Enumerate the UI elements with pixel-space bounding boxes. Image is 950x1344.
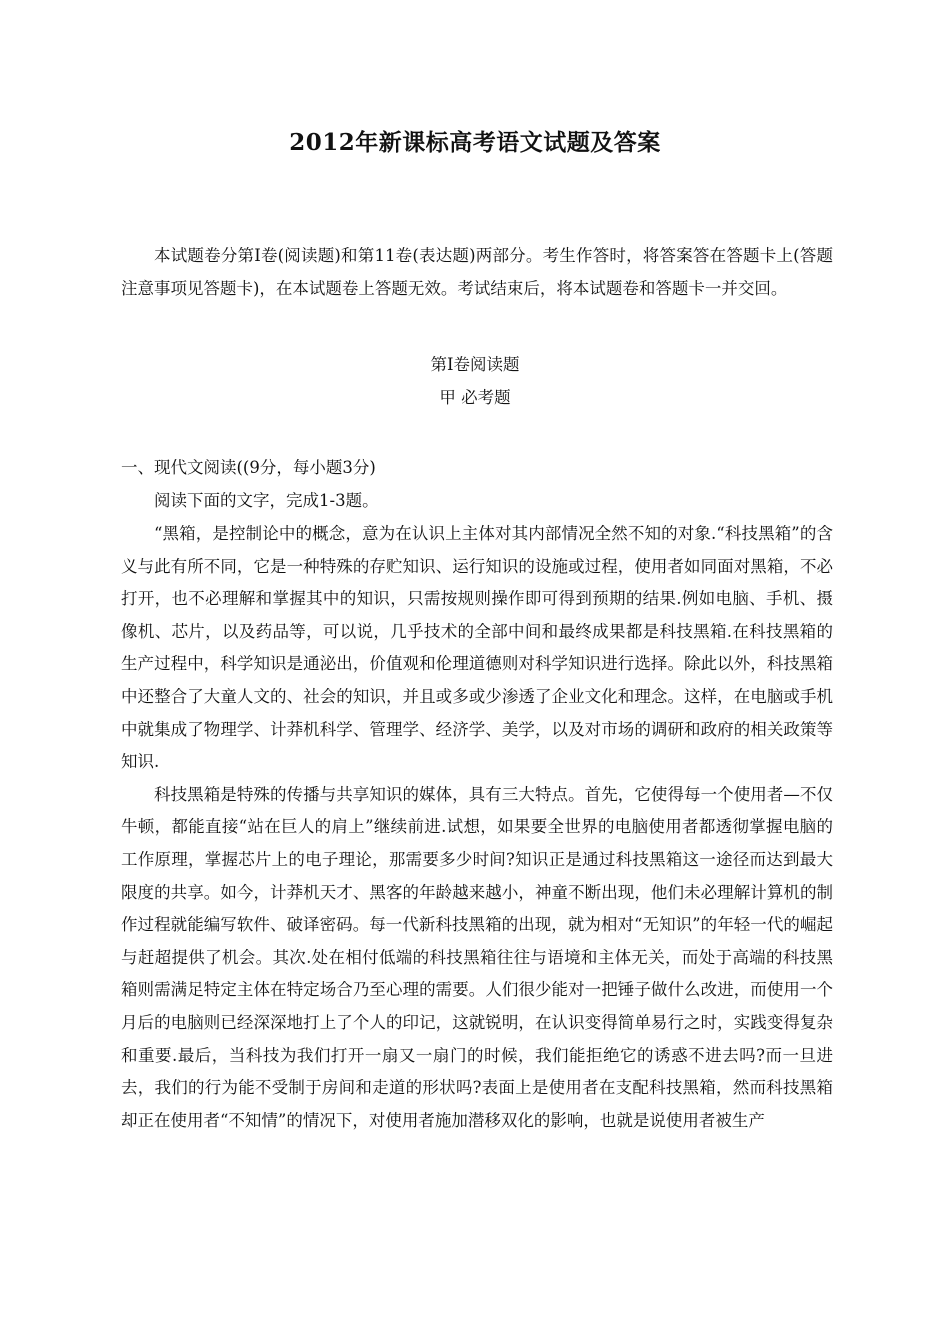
reading-passage (121, 518, 833, 1137)
reading-instruction: 阅读下面的文字，完成1-3题。 (154, 490, 379, 510)
passage-paragraph-2: 科技黑箱是特殊的传播与共享知识的媒体，具有三大特点。首先，它使得每一个使用者—不仅牛顿，都能直接“站在巨人的肩上”继续前进.试想，如果要全世界的电脑使用者都透彻掌握电脑的工作原理，掌握芯片上的电子理论，那需要多少时间?知识正是通过科技黑箱这一途径而达到最大限度的共享。如今，计莽机天才、黑客的年龄越来越小，神童不断出现，他们未必理解计算机的制作过程就能编写软件、破译密码。每一代新科技黑箱的出现，就为相对“无知识”的年轻一代的崛起与赶超提供了机会。其次.处在相付低端的科技黑箱往往与语境和主体无关，而处于高端的科技黑箱则需满足特定主体在特定场合乃至心理的需要。人们很少能对一把锤子做什么改进，而使用一个月后的电脑则已经深深地打上了个人的印记，这就锐明，在认识变得简单易行之时，实践变得复杂和重要.最后，当科技为我们打开一扇又一扇门的时候，我们能拒绝它的诱惑不进去吗?而一旦进去，我们的行为能不受制于房间和走道的形状吗?表面上是使用者在支配科技黑箱，然而科技黑箱却正在使用者“不知情”的情况下，对使用者施加潜移双化的影响，也就是说使用者被生产 (121, 784, 833, 1130)
volume-heading: 第Ⅰ卷阅读题 (430, 355, 520, 374)
passage-paragraph-1: “黑箱，是控制论中的概念，意为在认识上主体对其内部情况全然不知的对象.“科技黑箱”的含义与此有所不同，它是一种特殊的存贮知识、运行知识的设施或过程，使用者如同面对黑箱，不必打开，也不必理解和掌握其中的知识，只需按规则操作即可得到预期的结果.例如电脑、手机、摄像机、芯片，以及药品等，可以说，几乎技术的全部中间和最终成果都是科技黑箱.在科技黑箱的生产过程中，科学知识是通泌出，价值观和伦理道德则对科学知识进行选择。除此以外，科技黑箱中还整合了大童人文的、社会的知识，并且或多或少渗透了企业文化和理念。这样，在电脑或手机中就集成了物理学、计莽机科学、管理学、经济学、美学，以及对市场的调研和政府的相关政策等知识. (121, 524, 833, 772)
intro-paragraph: 本试题卷分第Ⅰ卷(阅读题)和第11卷(表达题)两部分。考生作答时，将答案答在答题卡上(答题注意事项见答题卡)，在本试题卷上答题无效。考试结束后，将本试题卷和答题卡一并交回。 (121, 246, 833, 298)
question-block (121, 452, 833, 517)
required-section-heading: 甲 必考题 (439, 388, 511, 407)
question-heading: 一、现代文阅读((9分，每小题3分) (121, 458, 376, 477)
document-title: 2012年新课标高考语文试题及答案 (289, 129, 661, 156)
